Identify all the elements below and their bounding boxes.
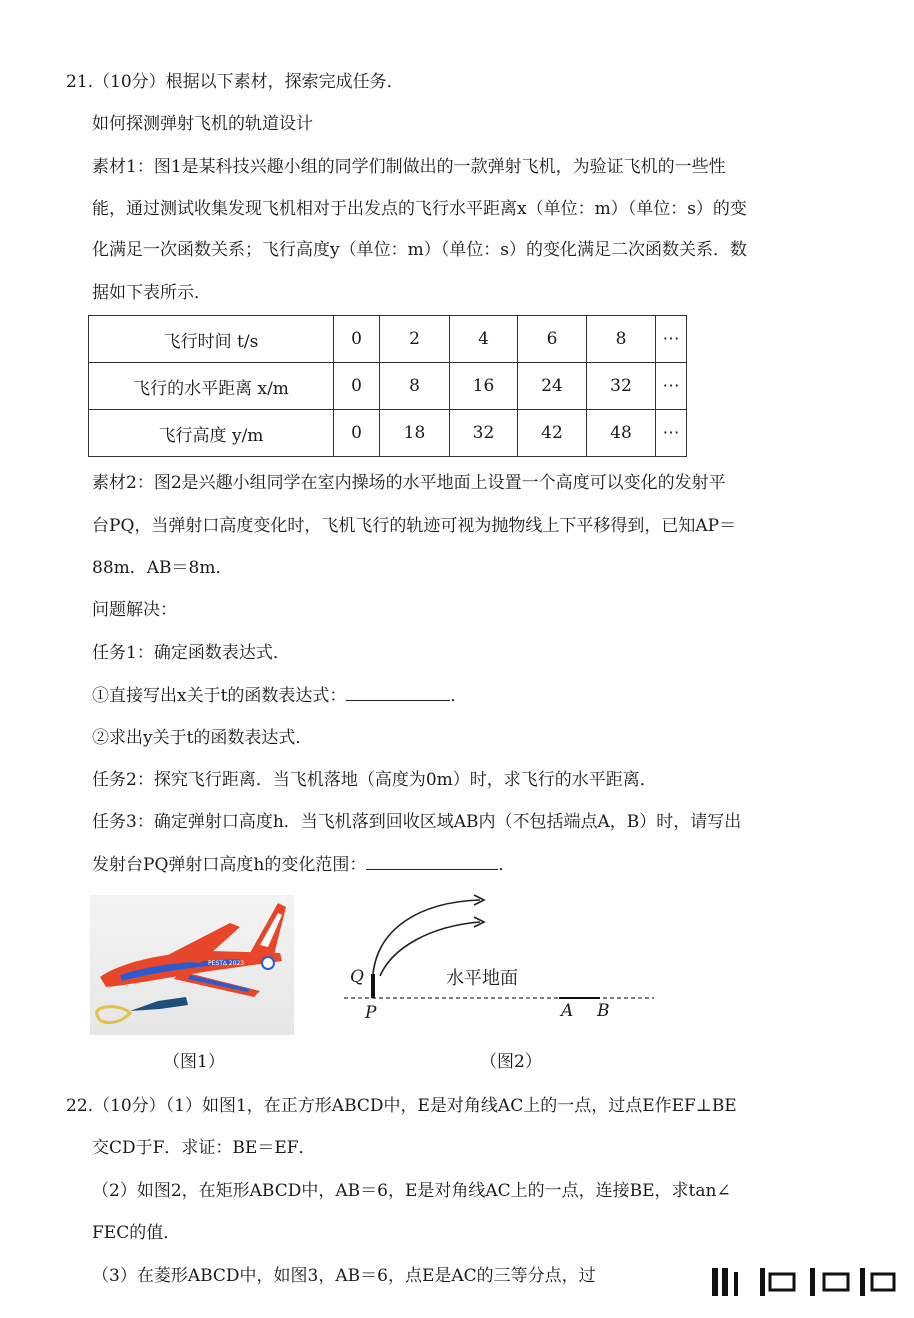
table-cell: 32 [450,410,518,457]
figure1-plane-decal: PEST∆ 2023 [208,960,245,967]
table-cell: 24 [518,363,587,410]
watermark-logo [700,1262,900,1302]
figure1-caption: （图1） [163,1052,225,1072]
table-cell: 0 [334,316,380,363]
figure2-caption: （图2） [480,1052,542,1072]
figure2-ground-label: 水平地面 [446,968,518,989]
table-cell: ⋯ [656,316,687,363]
table-row [89,410,687,457]
table-cell: 8 [380,363,450,410]
table-cell: 4 [450,316,518,363]
task1-title: 任务1：确定函数表达式． [92,643,290,663]
task2-text: 任务2：探究飞行距离．当飞机落地（高度为0m）时，求飞行的水平距离． [92,770,657,790]
material2-line2: 台PQ，当弹射口高度变化时，飞机飞行的轨迹可视为抛物线上下平移得到，已知AP＝ [92,516,737,536]
material1-line2: 能，通过测试收集发现飞机相对于出发点的飞行水平距离x（单位：m）（单位：s）的变 [92,199,747,219]
task3-line2-end: ． [498,855,516,875]
figure2-label-p: P [365,1003,377,1023]
material1-line4: 据如下表所示． [92,283,211,303]
table-cell: 18 [380,410,450,457]
task1-part-a-end: ． [450,686,468,706]
answer-blank[interactable] [366,868,498,870]
material1-line3: 化满足一次函数关系；飞行高度y（单位：m）（单位：s）的变化满足二次函数关系．数 [92,240,747,260]
row-label: 飞行高度 y/m [89,410,334,457]
table-cell: 42 [518,410,587,457]
q22-line1: 22.（10分）（1）如图1，在正方形ABCD中，E是对角线AC上的一点，过点E作EF⊥BE [66,1096,737,1116]
row-label: 飞行的水平距离 x/m [89,363,334,410]
answer-blank[interactable] [346,699,450,701]
material2-line1: 素材2：图2是兴趣小组同学在室内操场的水平地面上设置一个高度可以变化的发射平 [92,473,726,493]
task1-part-a [92,684,467,708]
table-cell: 32 [587,363,656,410]
q22-line3: （2）如图2，在矩形ABCD中，AB＝6，E是对角线AC上的一点，连接BE，求tan∠ [92,1181,731,1201]
problem-heading: 问题解决： [92,600,177,620]
table-row [89,363,687,410]
q22-line2: 交CD于F．求证：BE＝EF． [92,1138,316,1158]
figure1-plane-photo [90,895,294,1035]
q22-line5: （3）在菱形ABCD中，如图3，AB＝6，点E是AC的三等分点，过 [92,1266,596,1286]
q21-heading: 21.（10分）根据以下素材，探索完成任务． [66,72,404,92]
table-cell: 48 [587,410,656,457]
figure2-label-q: Q [350,967,364,987]
q22-line4: FEC的值． [92,1223,181,1243]
task3-line2 [92,853,515,877]
table-cell: ⋯ [656,363,687,410]
table-cell: 8 [587,316,656,363]
table-cell: 2 [380,316,450,363]
task1-part-b: ②求出y关于t的函数表达式． [92,728,313,748]
figure2-label-a: A [561,1001,574,1021]
figure2-trajectory-diagram [340,880,660,1030]
task1-part-a-text: ①直接写出x关于t的函数表达式： [92,686,347,706]
flight-data-table [88,315,687,457]
material1-line1: 素材1：图1是某科技兴趣小组的同学们制做出的一款弹射飞机，为验证飞机的一些性 [92,157,726,177]
table-cell: 0 [334,363,380,410]
table-cell: ⋯ [656,410,687,457]
figure2-label-b: B [597,1001,610,1021]
q21-subtitle: 如何探测弹射飞机的轨道设计 [92,114,313,134]
table-cell: 16 [450,363,518,410]
task3-line1: 任务3：确定弹射口高度h．当飞机落到回收区域AB内（不包括端点A，B）时，请写出 [92,812,742,832]
table-row [89,316,687,363]
table-cell: 0 [334,410,380,457]
material2-line3: 88m．AB＝8m． [92,558,233,578]
task3-line2-text: 发射台PQ弹射口高度h的变化范围： [92,855,367,875]
row-label: 飞行时间 t/s [89,316,334,363]
table-cell: 6 [518,316,587,363]
